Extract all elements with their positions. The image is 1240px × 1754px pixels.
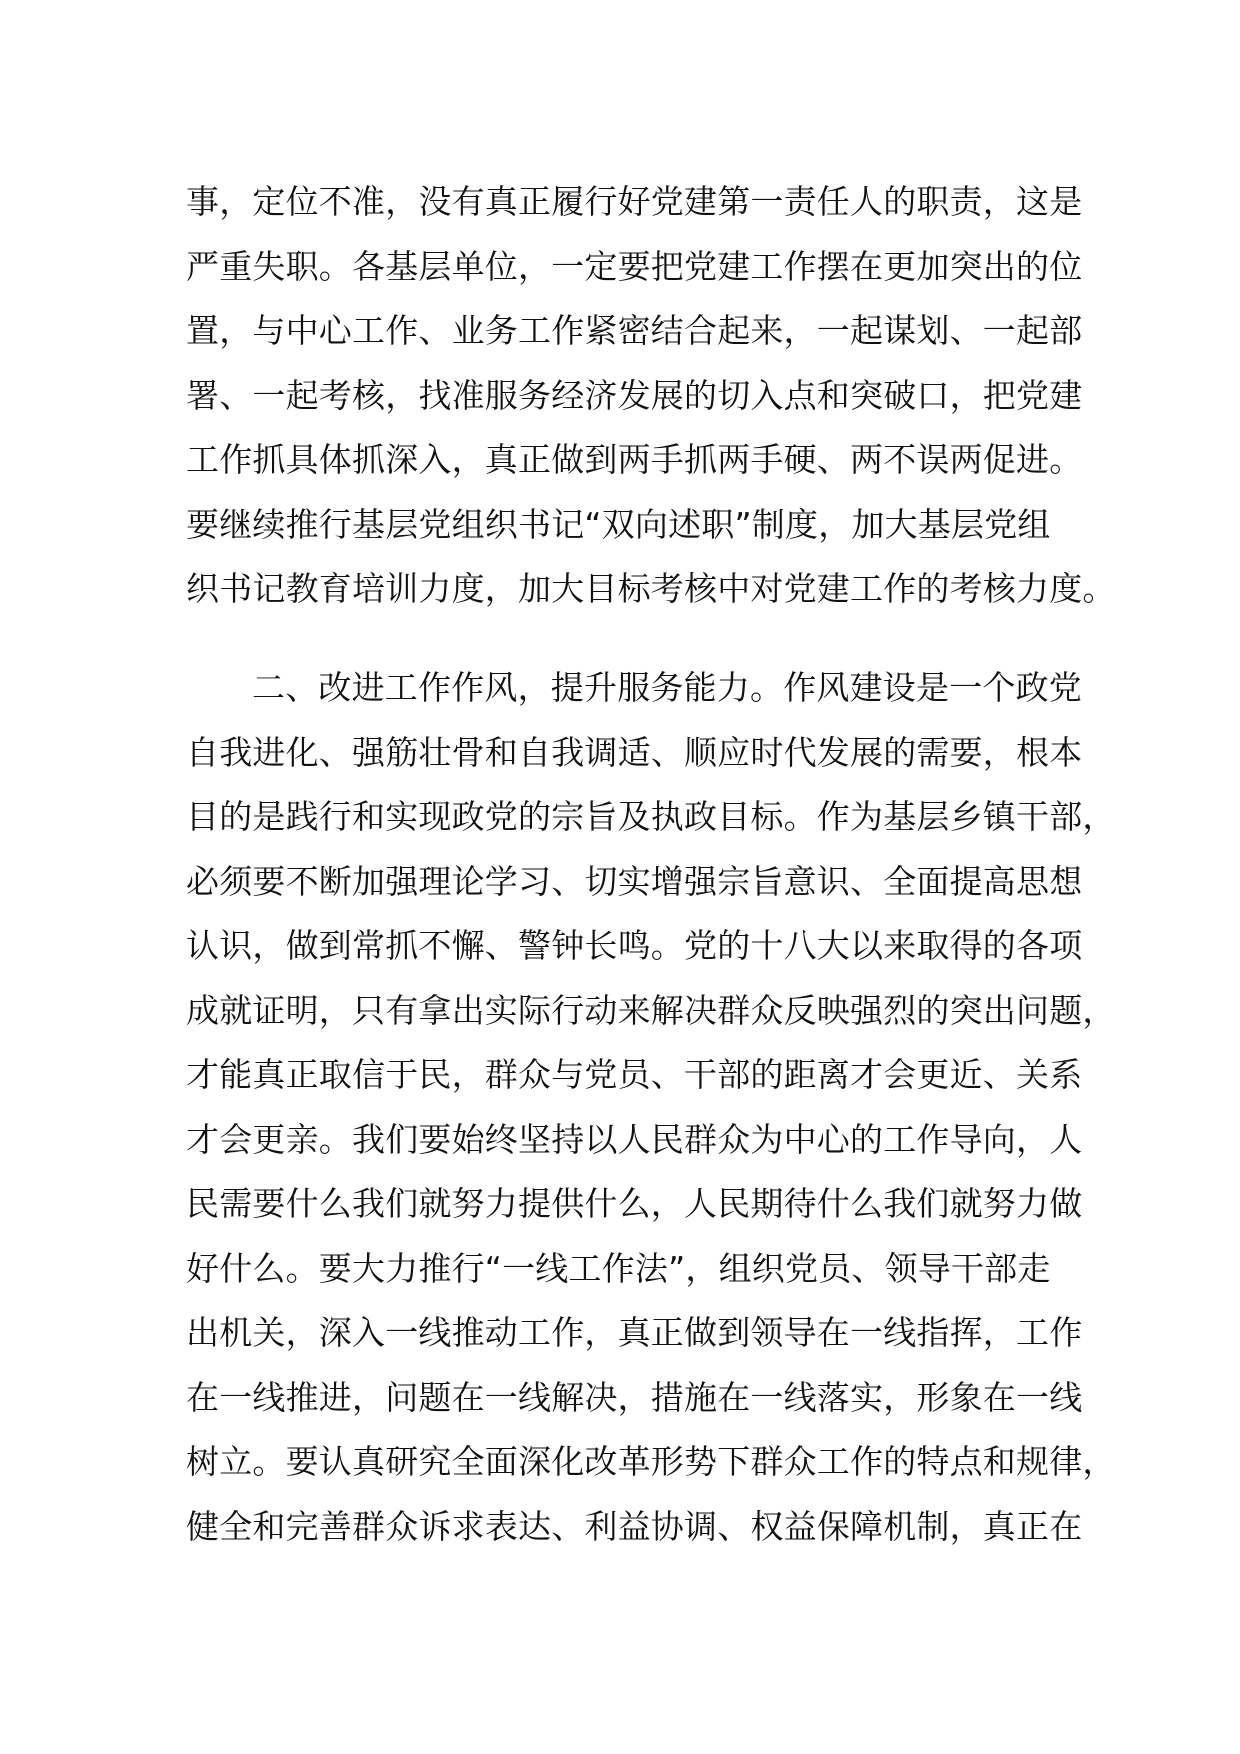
paragraph-line: 才能真正取信于民，群众与党员、干部的距离才会更近、关系 [186,1055,1083,1094]
paragraph-line: 署、一起考核，找准服务经济发展的切入点和突破口，把党建 [186,375,1083,415]
paragraph-2 [186,656,1116,1559]
paragraph-line: 民需要什么我们就努力提供什么，人民期待什么我们就努力做 [186,1184,1083,1223]
paragraph-line: 自我进化、强筋壮骨和自我调适、顺应时代发展的需要，根本 [186,732,1083,772]
paragraph-line: 好什么。要大力推行“一线工作法”，组织党员、领导干部走 [186,1248,1051,1288]
paragraph-line: 二、改进工作作风，提升服务能力。作风建设是一个政党 [252,668,1082,707]
paragraph-line: 出机关，深入一线推动工作，真正做到领导在一线指挥，工作 [186,1313,1083,1352]
paragraph-line: 工作抓具体抓深入，真正做到两手抓两手硬、两不误两促进。 [186,440,1083,479]
paragraph-line: 才会更亲。我们要始终坚持以人民群众为中心的工作导向，人 [186,1119,1083,1159]
paragraph-line: 在一线推进，问题在一线解决，措施在一线落实，形象在一线 [186,1377,1083,1417]
paragraph-line: 织书记教育培训力度，加大目标考核中对党建工作的考核力度。 [186,569,1116,608]
paragraph-line: 置，与中心工作、业务工作紧密结合起来，一起谋划、一起部 [186,311,1083,350]
paragraph-line: 认识，做到常抓不懈、警钟长鸣。党的十八大以来取得的各项 [186,926,1083,965]
paragraph-line: 要继续推行基层党组织书记“双向述职”制度，加大基层党组 [186,504,1051,544]
paragraph-line: 事，定位不准，没有真正履行好党建第一责任人的职责，这是 [186,182,1083,221]
paragraph-line: 严重失职。各基层单位，一定要把党建工作摆在更加突出的位 [186,246,1083,286]
paragraph-line: 树立。要认真研究全面深化改革形势下群众工作的特点和规律， [186,1442,1116,1481]
paragraph-1 [186,170,1116,622]
paragraph-line: 成就证明，只有拿出实际行动来解决群众反映强烈的突出问题， [186,990,1116,1030]
paragraph-line: 必须要不断加强理论学习、切实增强宗旨意识、全面提高思想 [186,861,1083,901]
paragraph-line: 目的是践行和实现政党的宗旨及执政目标。作为基层乡镇干部， [186,797,1116,836]
paragraph-line: 健全和完善群众诉求表达、利益协调、权益保障机制，真正在 [186,1506,1083,1546]
